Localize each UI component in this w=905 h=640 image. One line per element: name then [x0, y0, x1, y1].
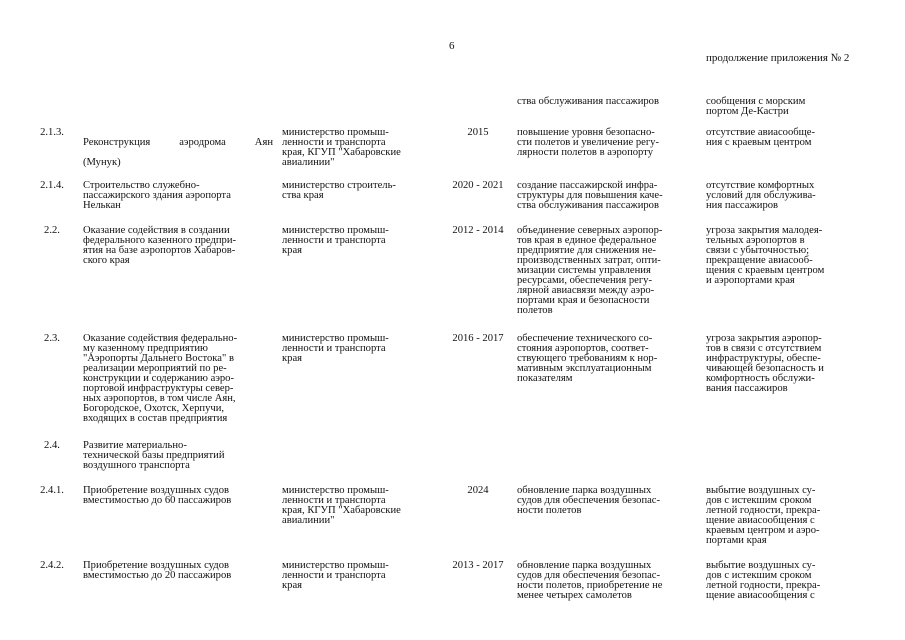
row-executor: министерство промыш- ленности и транспорта края: [282, 225, 389, 256]
row-result: обновление парка воздушных судов для обеспечения безопас- ности полетов: [517, 485, 661, 516]
row-executor: министерство промыш- ленности и транспорта края, КГУП "Хабаровские авиалинии": [282, 485, 401, 526]
row-result: обновление парка воздушных судов для обеспечения безопас- ности полетов, приобретение не менее четырех самолетов: [517, 560, 663, 601]
row-name: Оказание содействия в создании федерального казенного предпри- ятия на базе аэропортов Хабаров- ского края: [83, 225, 237, 266]
row-executor: министерство промыш- ленности и транспорта края: [282, 333, 389, 364]
row-number: 2.1.3.: [40, 127, 64, 138]
row-number: 2.2.: [44, 225, 60, 236]
row-number: 2.1.4.: [40, 180, 64, 191]
row-name: Развитие материально- технической базы предприятий воздушного транспорта: [83, 440, 225, 471]
row-risk: угроза закрытия аэропор- тов в связи с отсутствием инфраструктуры, обеспе- чивающей безопасность и комфортность обслужи- вания пассажиров: [706, 333, 824, 394]
row-number: 2.4.: [44, 440, 60, 451]
row-risk: выбытие воздушных су- дов с истекшим сроком летной годности, прекра- щение авиасообщения с краевым центром и аэро- портами края: [706, 485, 821, 546]
row-result: обеспечение технического со- стояния аэропортов, соответ- ствующего требованиям к нор- мативным эксплуатационным показателям: [517, 333, 658, 384]
row-years: 2012 - 2014: [452, 225, 504, 236]
row-result: повышение уровня безопасно- сти полетов и увеличение регу- лярности полетов в аэропорту: [517, 127, 660, 158]
fragment-risk: сообщения с морским портом Де-Кастри: [706, 96, 806, 117]
row-years: 2016 - 2017: [452, 333, 504, 344]
page-number: 6: [449, 40, 455, 52]
row-executor: министерство промыш- ленности и транспорта края, КГУП "Хабаровские авиалинии": [282, 127, 401, 168]
row-risk: отсутствие авиасообще- ния с краевым центром: [706, 127, 816, 148]
row-number: 2.4.2.: [40, 560, 64, 571]
row-result: создание пассажирской инфра- структуры для повышения каче- ства обслуживания пассажиров: [517, 180, 663, 211]
row-years: 2020 - 2021: [452, 180, 504, 191]
row-name-line: (Мунук): [83, 157, 121, 168]
row-executor: министерство строитель- ства края: [282, 180, 396, 201]
fragment-result: ства обслуживания пассажиров: [517, 96, 659, 107]
row-risk: отсутствие комфортных условий для обслужива- ния пассажиров: [706, 180, 816, 211]
row-executor: министерство промыш- ленности и транспорта края: [282, 560, 389, 591]
row-result: объединение северных аэропор- тов края в единое федеральное предприятие для снижения не- производственных затрат, опти- мизации системы управления ресурсами, обеспечения регу- лярной авиасвязи между аэро- портами края и безопасности полетов: [517, 225, 663, 316]
row-risk: угроза закрытия малодея- тельных аэропортов в связи с убыточностью; прекращение авиасооб- щения с краевым центром и аэропортами края: [706, 225, 825, 286]
continuation-note: продолжение приложения № 2: [706, 52, 850, 64]
row-number: 2.3.: [44, 333, 60, 344]
row-name: [83, 128, 273, 178]
row-years: 2024: [467, 485, 489, 496]
row-name: Оказание содействия федерально- му казенному предприятию "Аэропорты Дальнего Востока" в реализации мероприятий по ре- конструкции и содержанию аэро- портовой инфраструктуры север- ных аэропортов, в том числе Аян, Богородское, Охотск, Херпучи, входящих в состав предприятия: [83, 333, 238, 424]
row-name-line: Реконструкция аэродрома Аян: [83, 137, 273, 148]
row-years: 2013 - 2017: [452, 560, 504, 571]
row-number: 2.4.1.: [40, 485, 64, 496]
row-name: Приобретение воздушных судов вместимостью до 60 пассажиров: [83, 485, 232, 506]
row-risk: выбытие воздушных су- дов с истекшим сроком летной годности, прекра- щение авиасообщения с: [706, 560, 821, 601]
row-name: Строительство служебно- пассажирского здания аэропорта Нелькан: [83, 180, 231, 211]
row-name: Приобретение воздушных судов вместимостью до 20 пассажиров: [83, 560, 232, 581]
row-years: 2015: [467, 127, 489, 138]
